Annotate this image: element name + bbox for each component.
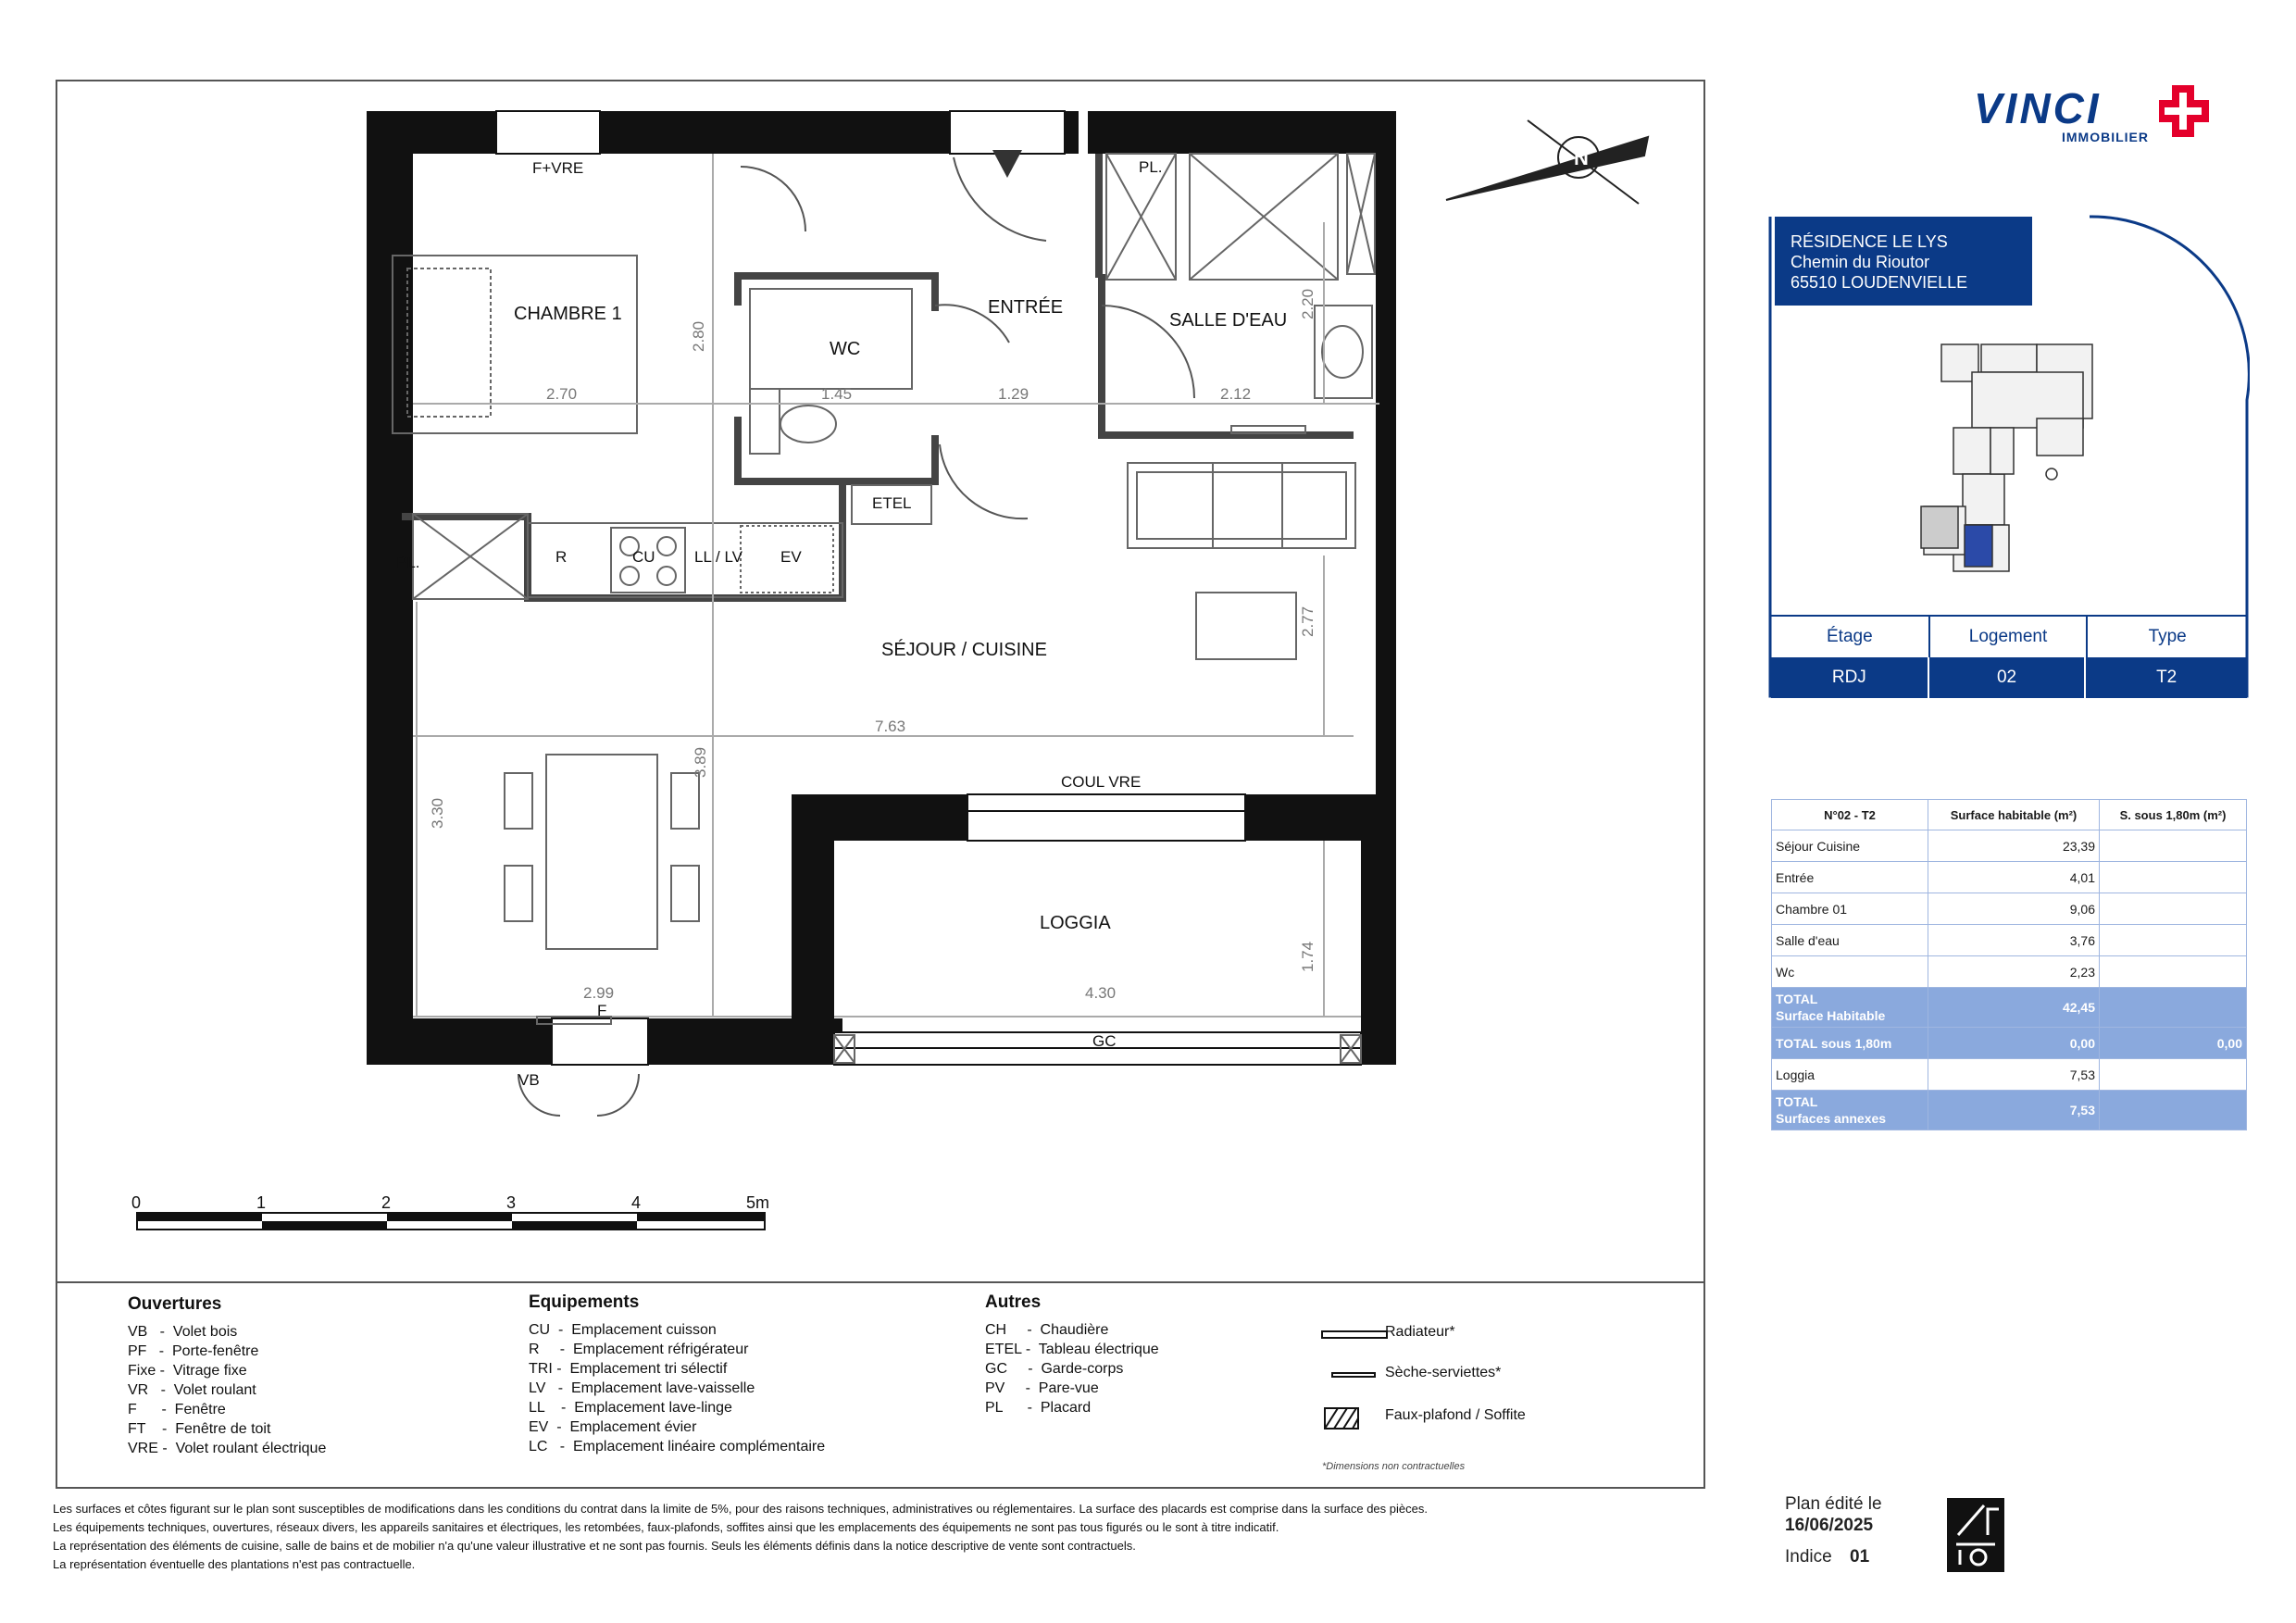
total-annex-row xyxy=(1772,1091,2247,1130)
legend-autres-title: Autres xyxy=(985,1292,1042,1312)
disclaimer-line: La représentation des éléments de cuisine, salle de bains et de mobilier n'a qu'une valeur illustrative et ne sont pas fournis. Seuls les éléments définis dans la notice descriptive de vente sont contractuels. xyxy=(53,1539,1136,1553)
legend-symbols xyxy=(1319,1322,1393,1433)
legend-item: R - Emplacement réfrigérateur xyxy=(529,1342,749,1357)
surf-value: 23,39 xyxy=(1928,830,2100,862)
table-row xyxy=(1772,893,2247,925)
disclaimer-line: La représentation éventuelle des plantations n'est pas contractuelle. xyxy=(53,1557,416,1571)
surf-low xyxy=(2100,956,2247,988)
scale-5: 5m xyxy=(746,1193,770,1212)
indice-label: Indice xyxy=(1785,1547,1832,1567)
label-r: R xyxy=(555,548,568,566)
surf-head-low: S. sous 1,80m (m²) xyxy=(2100,800,2247,830)
total-habitable-row xyxy=(1772,988,2247,1028)
legend-item: PL - Placard xyxy=(985,1400,1092,1416)
surf-low xyxy=(2100,1059,2247,1091)
architect-logo-icon xyxy=(1947,1498,2004,1572)
label-ev: EV xyxy=(780,548,802,566)
info-val-type: T2 xyxy=(2086,657,2247,698)
residence-street: Chemin du Rioutor xyxy=(1791,253,1930,271)
total-label: Surface Habitable xyxy=(1776,1008,1886,1023)
info-val-logement: 02 xyxy=(1929,657,2087,698)
label-f: F xyxy=(597,1002,607,1019)
legend-item: TRI - Emplacement tri sélectif xyxy=(529,1361,728,1377)
towel-dryer-icon xyxy=(1332,1373,1375,1377)
surf-low xyxy=(2100,830,2247,862)
legend-item: FT - Fenêtre de toit xyxy=(128,1421,271,1437)
soffit-hatch-icon xyxy=(1325,1408,1358,1429)
logo-cross-icon xyxy=(2159,81,2215,146)
label-pl-1: PL. xyxy=(1139,158,1163,176)
legend-item: CU - Emplacement cuisson xyxy=(529,1322,717,1338)
entry-arrow-icon xyxy=(992,150,1022,178)
total-low-value: 0,00 xyxy=(1928,1028,2100,1059)
legend-item: VRE - Volet roulant électrique xyxy=(128,1441,327,1456)
legend-item: LV - Emplacement lave-vaisselle xyxy=(529,1380,755,1396)
legend-item: VB - Volet bois xyxy=(128,1324,238,1340)
table-row xyxy=(1772,925,2247,956)
legend-item: CH - Chaudière xyxy=(985,1322,1109,1338)
legend-item: LC - Emplacement linéaire complémentaire xyxy=(529,1439,826,1454)
dim-299: 2.99 xyxy=(583,984,615,1002)
dim-430: 4.30 xyxy=(1085,984,1117,1002)
total-label: TOTAL xyxy=(1776,1094,1818,1109)
dim-280: 2.80 xyxy=(690,320,707,352)
legend-ouvertures-title: Ouvertures xyxy=(128,1294,222,1314)
surf-value: 4,01 xyxy=(1928,862,2100,893)
legend-item: ETEL - Tableau électrique xyxy=(985,1342,1159,1357)
scale-2: 2 xyxy=(381,1193,392,1212)
legend-item: F - Fenêtre xyxy=(128,1402,226,1417)
legend-ouvertures xyxy=(128,1294,326,1458)
disclaimer-line: Les équipements techniques, ouvertures, réseaux divers, les appareils sanitaires et électriques, les retombées, faux-plafonds, soffites ainsi que les emplacements des équipements ne sont pas tous figurés ou le sont à titre indicatif. xyxy=(53,1520,1279,1534)
info-val-etage: RDJ xyxy=(1771,657,1929,698)
surf-label: Wc xyxy=(1772,956,1928,988)
dim-763: 7.63 xyxy=(875,718,906,735)
disclaimer xyxy=(53,1500,1645,1574)
dim-129: 1.29 xyxy=(998,385,1029,403)
dim-389: 3.89 xyxy=(692,746,709,778)
edition-label: Plan édité le xyxy=(1785,1494,1882,1514)
dim-330: 3.30 xyxy=(429,797,446,829)
legend-autres xyxy=(985,1292,1159,1417)
label-fvre: F+VRE xyxy=(532,159,584,177)
logo-wordmark: VINCI xyxy=(1974,84,2102,132)
label-coul-vre: COUL VRE xyxy=(1061,773,1142,791)
legend-item: VR - Volet roulant xyxy=(128,1382,256,1398)
residence-city: 65510 LOUDENVIELLE xyxy=(1791,273,1968,292)
residence-name: RÉSIDENCE LE LYS xyxy=(1791,232,1948,251)
scale-bar xyxy=(131,1193,769,1230)
dim-277: 2.77 xyxy=(1299,606,1316,637)
label-pl-2: PL. xyxy=(396,554,420,571)
legend-item: PF - Porte-fenêtre xyxy=(128,1343,259,1359)
total-label: TOTAL xyxy=(1776,992,1818,1006)
legend-footnote: *Dimensions non contractuelles xyxy=(1322,1461,1466,1472)
label-cu: CU xyxy=(632,548,655,566)
legend-item: GC - Garde-corps xyxy=(985,1361,1124,1377)
label-vb: VB xyxy=(518,1071,540,1089)
room-chambre: CHAMBRE 1 xyxy=(514,304,622,324)
legend-item: Fixe - Vitrage fixe xyxy=(128,1363,247,1379)
scale-1: 1 xyxy=(256,1193,267,1212)
surf-low xyxy=(2100,925,2247,956)
vinci-logo xyxy=(1974,81,2252,156)
surf-label: Séjour Cuisine xyxy=(1772,830,1928,862)
room-loggia: LOGGIA xyxy=(1040,913,1111,933)
logo-subtitle: IMMOBILIER xyxy=(2062,130,2149,144)
surf-label: Entrée xyxy=(1772,862,1928,893)
surf-value: 9,06 xyxy=(1928,893,2100,925)
info-head-logement: Logement xyxy=(1930,617,2089,657)
site-plan-thumbnail xyxy=(1921,344,2092,571)
legend-item: EV - Emplacement évier xyxy=(529,1419,697,1435)
table-row xyxy=(1772,956,2247,988)
scale-3: 3 xyxy=(506,1193,517,1212)
label-etel: ETEL xyxy=(872,494,912,512)
total-label: Surfaces annexes xyxy=(1776,1111,1887,1126)
total-low-row xyxy=(1772,1028,2247,1059)
disclaimer-line: Les surfaces et côtes figurant sur le plan sont susceptibles de modifications dans les conditions du contrat dans la limite de 5%, pour des raisons techniques, administratives ou réglementaires. La surface des placards est comprise dans la surface des pièces. xyxy=(53,1502,1428,1516)
total-low-label: TOTAL sous 1,80m xyxy=(1772,1028,1928,1059)
scale-4: 4 xyxy=(631,1193,642,1212)
dim-174: 1.74 xyxy=(1299,941,1316,972)
surf-label: Salle d'eau xyxy=(1772,925,1928,956)
legend-item: LL - Emplacement lave-linge xyxy=(529,1400,732,1416)
room-salle-eau: SALLE D'EAU xyxy=(1169,310,1288,331)
surf-value: 7,53 xyxy=(1928,1059,2100,1091)
north-arrow-icon xyxy=(1446,120,1648,204)
surf-value: 3,76 xyxy=(1928,925,2100,956)
dim-145: 1.45 xyxy=(821,385,853,403)
total-low-low: 0,00 xyxy=(2100,1028,2247,1059)
surfaces-table xyxy=(1771,799,2247,1130)
surf-low xyxy=(2100,862,2247,893)
legend-item: PV - Pare-vue xyxy=(985,1380,1099,1396)
surf-head-habitable: Surface habitable (m²) xyxy=(1928,800,2100,830)
surf-value: 2,23 xyxy=(1928,956,2100,988)
indice-value: 01 xyxy=(1850,1547,1870,1567)
table-row xyxy=(1772,1059,2247,1091)
legend-radiateur: Radiateur* xyxy=(1385,1324,1455,1340)
info-head-etage: Étage xyxy=(1771,617,1930,657)
label-gc: GC xyxy=(1092,1032,1117,1050)
svg-text:N: N xyxy=(1574,146,1589,169)
info-table xyxy=(1771,615,2247,700)
edition-date: 16/06/2025 xyxy=(1785,1516,1874,1535)
surf-low xyxy=(2100,893,2247,925)
dim-270: 2.70 xyxy=(546,385,578,403)
total-value: 7,53 xyxy=(1928,1091,2100,1130)
surf-head-unit: N°02 - T2 xyxy=(1772,800,1928,830)
table-row xyxy=(1772,830,2247,862)
scale-0: 0 xyxy=(131,1193,142,1212)
dim-220: 2.20 xyxy=(1299,288,1316,319)
table-row xyxy=(1772,862,2247,893)
room-entree: ENTRÉE xyxy=(988,297,1064,318)
room-wc: WC xyxy=(830,339,861,359)
legend-equipements-title: Equipements xyxy=(529,1292,640,1312)
door-entry-opening xyxy=(950,111,1065,154)
legend-seche-serviettes: Sèche-serviettes* xyxy=(1385,1365,1502,1380)
legend-equipements xyxy=(529,1292,825,1456)
info-head-type: Type xyxy=(2148,627,2187,646)
total-value: 42,45 xyxy=(1928,988,2100,1028)
surf-label: Loggia xyxy=(1772,1059,1928,1091)
radiator-icon xyxy=(1322,1331,1387,1338)
label-ll-lv: LL / LV xyxy=(694,548,742,566)
surf-label: Chambre 01 xyxy=(1772,893,1928,925)
room-sejour: SÉJOUR / CUISINE xyxy=(881,640,1047,660)
dim-212: 2.12 xyxy=(1220,385,1252,403)
window-top-left xyxy=(496,111,600,154)
legend-faux-plafond: Faux-plafond / Soffite xyxy=(1385,1407,1526,1423)
